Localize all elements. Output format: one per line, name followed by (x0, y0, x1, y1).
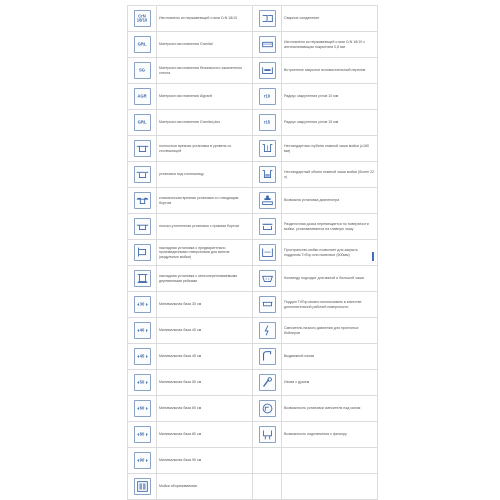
weld-joint-icon (259, 10, 276, 27)
right-icon-cell (253, 292, 282, 318)
left-description: классическая врезная установка со отводящим бортом (157, 188, 253, 214)
shower-spout-icon (259, 374, 276, 391)
legend-row (128, 344, 378, 370)
left-description: Минимальная база 50 см (157, 370, 253, 396)
granite-material-icon (134, 36, 151, 53)
right-icon-cell (253, 136, 282, 162)
right-icon-cell (253, 396, 282, 422)
right-description: Возможна установка диспенсера (282, 188, 378, 214)
left-icon-cell (128, 162, 157, 188)
right-icon-cell (253, 6, 282, 32)
left-description: Минимальная база 80 см (157, 422, 253, 448)
left-icon-cell (128, 344, 157, 370)
right-icon-cell (253, 266, 282, 292)
left-description: Минимальная база 90 см (157, 448, 253, 474)
legend-row (128, 6, 378, 32)
flat-inset-icon (134, 218, 151, 235)
right-description: Излив с душем (282, 370, 378, 396)
legend-row (128, 240, 378, 266)
left-icon-cell (128, 188, 157, 214)
drain-board-icon (259, 218, 276, 235)
right-description: Смеситель низкого давления для проточных бойлеров (282, 318, 378, 344)
right-icon-cell (253, 370, 282, 396)
window-mixer-icon (259, 400, 276, 417)
wood-support-icon (134, 270, 151, 287)
left-icon-cell (128, 240, 157, 266)
left-description: Материал изготовления Granital (157, 32, 253, 58)
left-icon-cell (128, 84, 157, 110)
filter-connect-icon (259, 426, 276, 443)
left-icon-cell (128, 110, 157, 136)
left-icon-cell (128, 422, 157, 448)
icon-label: r15 (263, 119, 271, 125)
icon-label: GRL (137, 119, 147, 125)
reversible-sink-icon (134, 478, 151, 495)
base-45-icon (134, 348, 151, 365)
left-description: Минимальная база 60 см (157, 396, 253, 422)
tray-icon (259, 296, 276, 313)
left-icon-cell (128, 58, 157, 84)
icon-label: AGR (137, 93, 147, 99)
legend-row (128, 266, 378, 292)
granital-material-icon (134, 114, 151, 131)
left-icon-cell (128, 292, 157, 318)
right-icon-cell (253, 84, 282, 110)
right-description: Возможность подключения к фильтру (282, 422, 378, 448)
right-description: Возможность установки смесителя под окном (282, 396, 378, 422)
legend-row (128, 110, 378, 136)
wall-mount-icon (134, 244, 151, 261)
legend-row (128, 84, 378, 110)
legend-row (128, 58, 378, 84)
right-description: Нестандартный объем главной чаши мойки (более 22 л) (282, 162, 378, 188)
legend-row (128, 448, 378, 474)
colander-icon (259, 270, 276, 287)
left-description: Минимальная база 45 см (157, 344, 253, 370)
space-icon (259, 244, 276, 261)
right-description (282, 474, 378, 500)
empty-icon (259, 478, 276, 495)
right-description: Выдвижной излив (282, 344, 378, 370)
right-icon-cell (253, 110, 282, 136)
legend-row (128, 162, 378, 188)
right-description: Радиус закругления углов 10 мм (282, 84, 378, 110)
right-description: Сварное соединение (282, 6, 378, 32)
left-icon-cell (128, 214, 157, 240)
bowl-volume-icon (259, 166, 276, 183)
legend-row (128, 188, 378, 214)
legend-row (128, 136, 378, 162)
radius-15-icon (259, 114, 276, 131)
base-40-icon (134, 322, 151, 339)
left-description: плоско-утопленная установка с прямым бортом (157, 214, 253, 240)
empty-icon (259, 452, 276, 469)
right-icon-cell (253, 344, 282, 370)
left-icon-cell (128, 474, 157, 500)
icon-label: 30 (139, 301, 145, 307)
legend-row (128, 292, 378, 318)
right-description: Пространство мойки позволяет для закрыть поддоном TriTop или помельче (500мм) (282, 240, 378, 266)
left-icon-cell (128, 32, 157, 58)
left-icon-cell (128, 136, 157, 162)
right-description: Встроенное закрытое вспомогательный перелив (282, 58, 378, 84)
base-30-icon (134, 296, 151, 313)
left-description: Мойка оборачиваемая (157, 474, 253, 500)
undermount-icon (134, 166, 151, 183)
icon-label: 90 (139, 457, 145, 463)
legend-row (128, 474, 378, 500)
left-icon-cell (128, 448, 157, 474)
right-description: Поддон TriTop можно использовать в качестве дополнительной рабочей поверхности (282, 292, 378, 318)
base-90-icon (134, 452, 151, 469)
low-pressure-icon (259, 322, 276, 339)
base-80-icon (134, 426, 151, 443)
left-description: Минимальная база 30 см (157, 292, 253, 318)
left-icon-cell (128, 370, 157, 396)
bowl-depth-icon (259, 140, 276, 157)
radius-10-icon (259, 88, 276, 105)
right-icon-cell (253, 58, 282, 84)
icon-label: r10 (263, 93, 271, 99)
right-description: Радиус закругления углов 15 мм (282, 110, 378, 136)
icon-label: 50 (139, 379, 145, 385)
left-description: установка под столешницу (157, 162, 253, 188)
left-icon-cell (128, 266, 157, 292)
legend-row (128, 396, 378, 422)
right-icon-cell (253, 318, 282, 344)
legend-row (128, 370, 378, 396)
right-icon-cell (253, 448, 282, 474)
left-description: накладная установка с многопереплаваемыми деревянными рейками (157, 266, 253, 292)
left-description: Материал изготовления безопасного закаленного стекла (157, 58, 253, 84)
left-description: накладная установка с предварительно произведенными отверстиями для винтов (модульные мойки) (157, 240, 253, 266)
icon-label: SG (138, 67, 146, 73)
flush-mount-icon (134, 140, 151, 157)
legend-row (128, 422, 378, 448)
cr-1810-icon (134, 10, 151, 27)
left-description: полностью врезная установка в уровень со столешницей (157, 136, 253, 162)
right-description (282, 448, 378, 474)
right-description: Изготовлено из нержавеющей стали CrN 18/10 с антиналипающим покрытием 0,8 мм (282, 32, 378, 58)
right-icon-cell (253, 474, 282, 500)
algranit-material-icon (134, 88, 151, 105)
right-icon-cell (253, 240, 282, 266)
right-icon-cell (253, 214, 282, 240)
right-icon-cell (253, 32, 282, 58)
feature-legend-table (127, 5, 378, 500)
right-icon-cell (253, 162, 282, 188)
legend-row (128, 32, 378, 58)
glass-material-icon (134, 62, 151, 79)
icon-label: GRL (137, 41, 147, 47)
coated-steel-icon (259, 36, 276, 53)
right-icon-cell (253, 188, 282, 214)
icon-label: 45 (139, 353, 145, 359)
right-description: Разделочная доска перемещается по поверхности мойки, устанавливается на главную чашу (282, 214, 378, 240)
icon-label: 60 (139, 405, 145, 411)
right-icon-cell (253, 422, 282, 448)
base-50-icon (134, 374, 151, 391)
left-icon-cell (128, 318, 157, 344)
scroll-position-marker (372, 252, 374, 261)
base-60-icon (134, 400, 151, 417)
icon-label: 40 (139, 327, 145, 333)
legend-row (128, 318, 378, 344)
legend-row (128, 214, 378, 240)
pullout-spout-icon (259, 348, 276, 365)
overflow-icon (259, 62, 276, 79)
left-icon-cell (128, 6, 157, 32)
right-description: Нестандартная глубина главной чаши мойки (≥180 мм) (282, 136, 378, 162)
left-icon-cell (128, 396, 157, 422)
left-description: Материал изготовления Granital plus (157, 110, 253, 136)
icon-label: 80 (139, 431, 145, 437)
dispenser-icon (259, 192, 276, 209)
left-description: Изготовлено из нержавеющей стали CrN 18/10 (157, 6, 253, 32)
left-description: Материал изготовления Algranit (157, 84, 253, 110)
right-description: Коланедр подходит для малой и большой чаши (282, 266, 378, 292)
inset-mount-icon (134, 192, 151, 209)
left-description: Минимальная база 40 см (157, 318, 253, 344)
icon-label: CrN 18/10 (136, 12, 148, 23)
